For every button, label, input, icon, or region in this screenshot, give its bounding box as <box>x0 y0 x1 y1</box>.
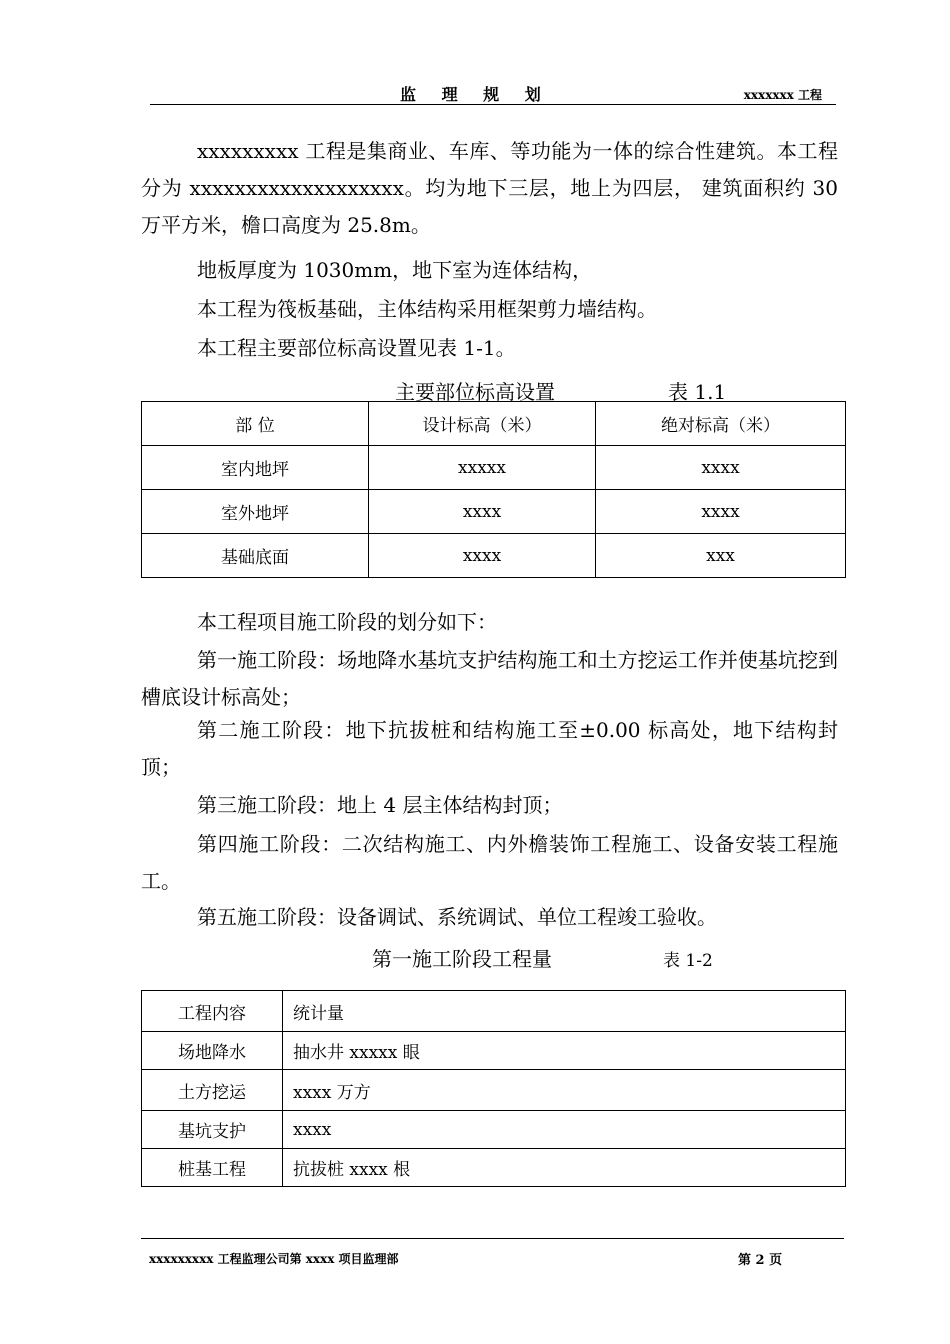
table-cell: xxxx <box>369 490 596 534</box>
table1-label: 表 1.1 <box>668 380 727 404</box>
header-cell: 设计标高（米） <box>369 402 596 446</box>
header-title: 监 理 规 划 <box>400 85 551 104</box>
footer-company: xxxxxxxxx 工程监理公司第 xxxx 项目监理部 <box>149 1252 399 1266</box>
table2-label: 表 1-2 <box>663 951 713 971</box>
table-row <box>142 490 846 534</box>
table-row <box>142 534 846 578</box>
table-row <box>142 1111 846 1149</box>
elevation-table <box>141 401 846 578</box>
table-row <box>142 1149 846 1187</box>
paragraph-stage-1: 第一施工阶段：场地降水基坑支护结构施工和土方挖运工作并使基坑挖到槽底设计标高处； <box>141 648 838 709</box>
table-cell: 基础底面 <box>142 534 369 578</box>
table-cell: xxxx <box>283 1111 846 1149</box>
table1-caption: 主要部位标高设置 <box>395 380 555 404</box>
paragraph-stage-3: 第三施工阶段：地上 4 层主体结构封顶； <box>197 793 563 817</box>
table-cell: 统计量 <box>283 991 846 1032</box>
paragraph-intro: xxxxxxxxx 工程是集商业、车库、等功能为一体的综合性建筑。本工程分为 xxxxxxxxxxxxxxxxxxx。均为地下三层，地上为四层， 建筑面积约 30 万平方米，檐口高度为 25.8m。 <box>141 139 838 237</box>
table-row <box>142 1070 846 1111</box>
table-row <box>142 446 846 490</box>
table-row <box>142 991 846 1032</box>
table-cell: 基坑支护 <box>142 1111 283 1149</box>
table-cell: 抽水井 xxxxx 眼 <box>283 1032 846 1070</box>
table-cell: 桩基工程 <box>142 1149 283 1187</box>
paragraph-stage-5: 第五施工阶段：设备调试、系统调试、单位工程竣工验收。 <box>197 905 717 929</box>
page-footer <box>141 1238 844 1269</box>
paragraph-table-ref: 本工程主要部位标高设置见表 1-1。 <box>197 336 516 360</box>
paragraph-foundation: 本工程为筏板基础，主体结构采用框架剪力墙结构。 <box>197 297 657 321</box>
table-cell: 室内地坪 <box>142 446 369 490</box>
table-cell: xxxx <box>369 534 596 578</box>
table2-caption: 第一施工阶段工程量 <box>372 947 552 971</box>
quantity-table <box>141 990 846 1187</box>
paragraph-stages-intro: 本工程项目施工阶段的划分如下： <box>197 610 497 634</box>
paragraph-stage-4: 第四施工阶段：二次结构施工、内外檐装饰工程施工、设备安装工程施工。 <box>141 832 838 893</box>
table-cell: 土方挖运 <box>142 1070 283 1111</box>
table-header-row <box>142 402 846 446</box>
table-cell: 抗拔桩 xxxx 根 <box>283 1149 846 1187</box>
table-cell: xxxxx <box>369 446 596 490</box>
table-cell: 工程内容 <box>142 991 283 1032</box>
header-project: xxxxxxx 工程 <box>743 88 822 102</box>
page-header <box>150 80 836 105</box>
header-cell: 部 位 <box>142 402 369 446</box>
table-cell: xxxx <box>596 490 846 534</box>
table-row <box>142 1032 846 1070</box>
table-cell: xxx <box>596 534 846 578</box>
table-cell: 室外地坪 <box>142 490 369 534</box>
table-cell: xxxx 万方 <box>283 1070 846 1111</box>
page-number: 第 2 页 <box>738 1253 783 1268</box>
table-cell: xxxx <box>596 446 846 490</box>
paragraph-stage-2: 第二施工阶段：地下抗拔桩和结构施工至±0.00 标高处，地下结构封顶； <box>141 718 838 779</box>
header-cell: 绝对标高（米） <box>596 402 846 446</box>
table-cell: 场地降水 <box>142 1032 283 1070</box>
paragraph-floor: 地板厚度为 1030mm，地下室为连体结构， <box>197 258 593 282</box>
